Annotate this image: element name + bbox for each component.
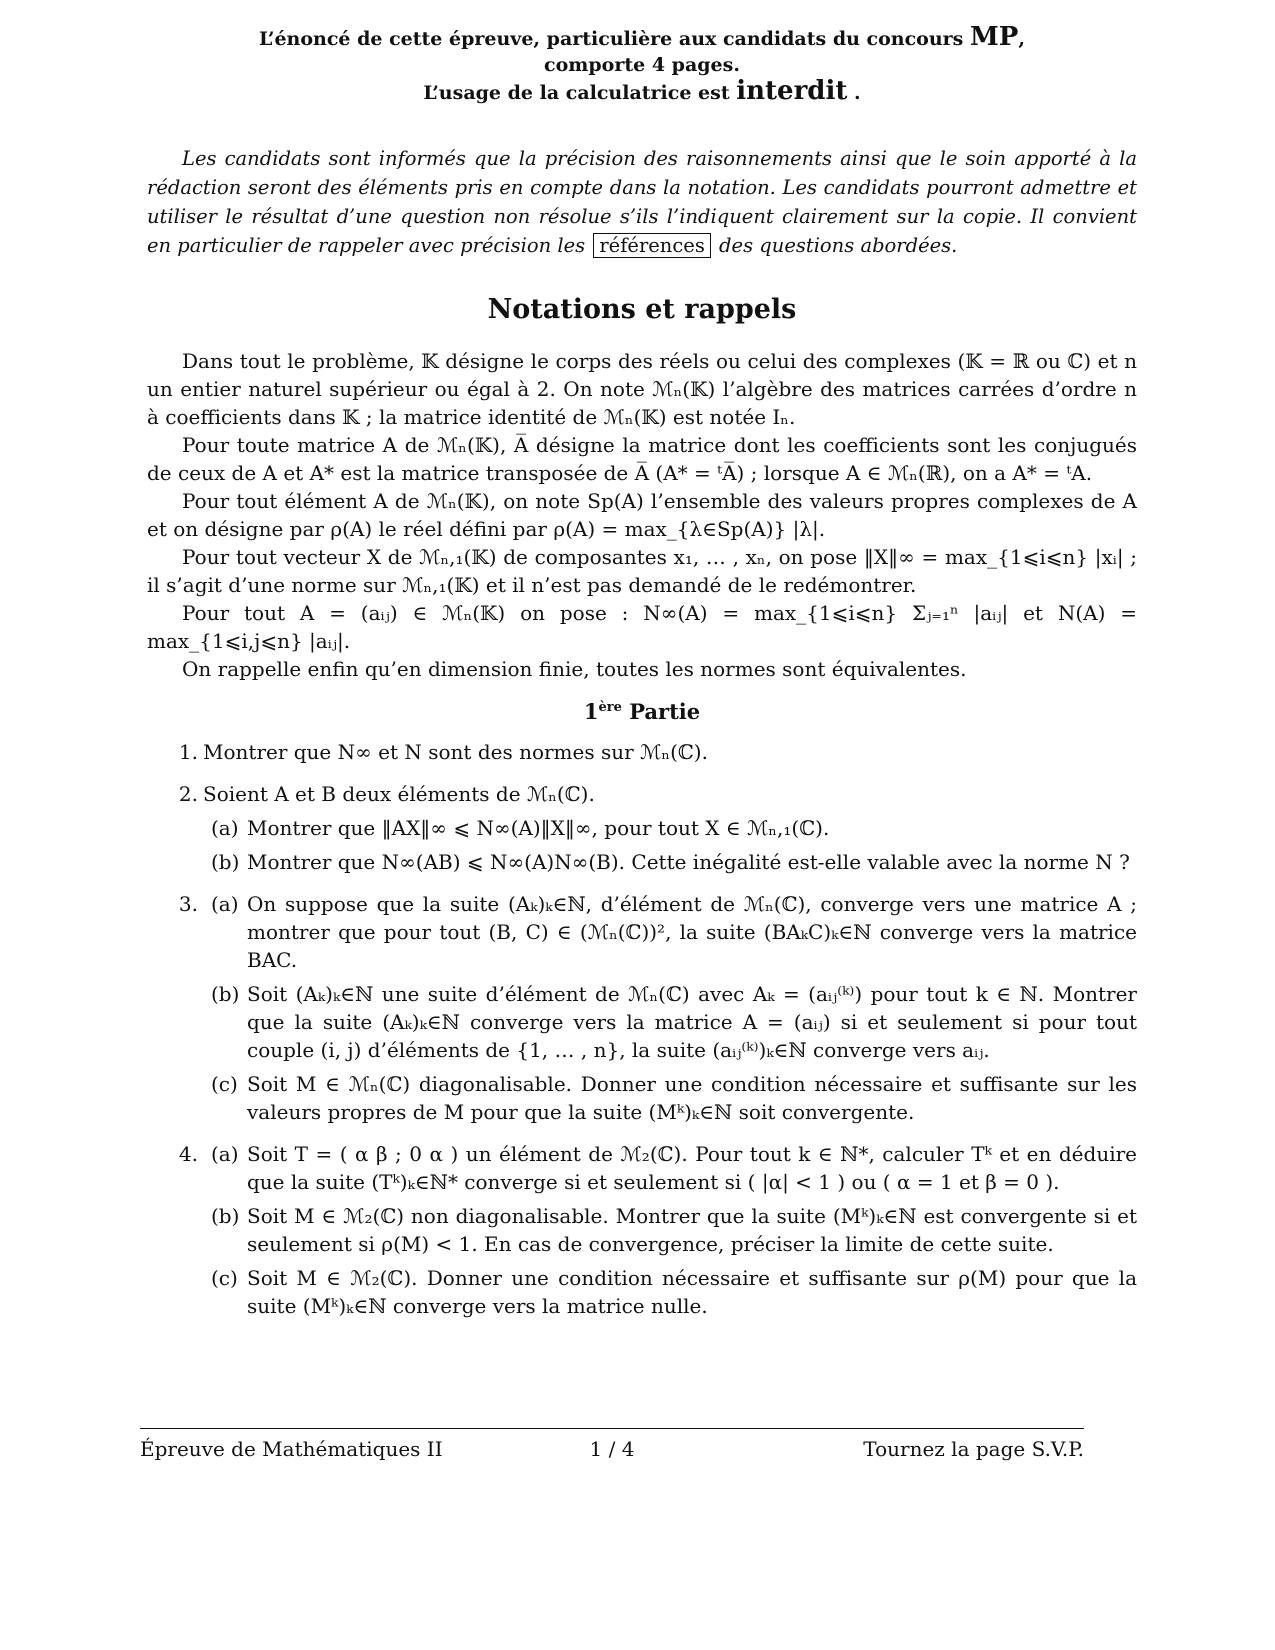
intro-text-after: des questions abordées. [719,234,958,257]
exam-header [147,24,1137,106]
notations-p3: Pour tout élément A de ℳₙ(𝕂), on note Sp(A) l’ensemble des valeurs propres complexes de A et on désigne par ρ(A) le réel défini par ρ(A) = max_{λ∈Sp(A)} |λ|. [147,489,1137,541]
notations-p4: Pour tout vecteur X de ℳₙ,₁(𝕂) de composantes x₁, … , xₙ, on pose ‖X‖∞ = max_{1⩽i⩽n} |xᵢ| ; il s’agit d’une norme sur ℳₙ,₁(𝕂) et il n’est pas demandé de le redémontrer. [147,545,1137,597]
question-2b [147,848,1137,876]
question-number: 3. [178,892,198,916]
notations-title: Notations et rappels [487,294,797,325]
footer-exam-name: Épreuve de Mathématiques II [140,1437,443,1461]
question-3a [147,890,1137,974]
notations-p1: Dans tout le problème, 𝕂 désigne le corps des réels ou celui des complexes (𝕂 = ℝ ou ℂ) et n un entier naturel supérieur ou égal à 2. On note ℳₙ(𝕂) l’algèbre des matrices carrées d’ordre n à coefficients dans 𝕂 ; la matrice identité de ℳₙ(𝕂) est notée Iₙ. [147,349,1137,429]
header-contest: MP [969,22,1019,52]
question-text: Soient A et B deux éléments de ℳₙ(ℂ). [203,782,595,806]
subquestion-text: Montrer que ‖AX‖∞ ⩽ N∞(A)‖X‖∞, pour tout X ∈ ℳₙ,₁(ℂ). [247,816,830,840]
question-4a [147,1140,1137,1196]
header-line-2: comporte 4 pages. [544,54,740,76]
header-line-3 [147,78,1137,106]
notations-p6: On rappelle enfin qu’en dimension finie, toutes les normes sont équivalentes. [182,657,967,681]
page-footer [140,1428,1084,1461]
subquestion-text: Soit (Aₖ)ₖ∈ℕ une suite d’élément de ℳₙ(ℂ) avec Aₖ = (aᵢⱼ⁽ᵏ⁾) pour tout k ∈ ℕ. Montrer que la suite (Aₖ)ₖ∈ℕ converge vers la matrice A = (aᵢⱼ) si et seulement si pour tout couple (i, j) d’éléments de {1, … , n}, la suite (aᵢⱼ⁽ᵏ⁾)ₖ∈ℕ converge vers aᵢⱼ. [247,982,1137,1062]
part-number: 1 [583,699,599,724]
subquestion-text: Soit M ∈ ℳ₂(ℂ) non diagonalisable. Montrer que la suite (Mᵏ)ₖ∈ℕ est convergente si et seulement si ρ(M) < 1. En cas de convergence, préciser la limite de cette suite. [247,1204,1137,1256]
exam-page [147,24,1137,1320]
footer-page-number: 1 / 4 [589,1437,635,1461]
question-3c [147,1070,1137,1126]
notations-p2: Pour toute matrice A de ℳₙ(𝕂), A̅ désigne la matrice dont les coefficients sont les conjugués de ceux de A et A* est la matrice transposée de A̅ (A* = ᵗA̅) ; lorsque A ∈ ℳₙ(ℝ), on a A* = ᵗA. [147,433,1137,485]
subquestion-text: Montrer que N∞(AB) ⩽ N∞(A)N∞(B). Cette inégalité est-elle valable avec la norme N ? [247,850,1130,874]
footer-turn-page: Tournez la page S.V.P. [863,1437,1084,1461]
subquestion-label: (a) [211,816,239,840]
intro-text-before: Les candidats sont informés que la précision des raisonnements ainsi que le soin apporté à la rédaction seront des éléments pris en compte dans la notation. Les candidats pourront admettre et utiliser le résultat d’une question non résolue s’ils l’indiquent clairement sur la copie. Il convient en particulier de rappeler avec précision les [147,147,1137,257]
subquestion-text: Soit T = ( α β ; 0 α ) un élément de ℳ₂(ℂ). Pour tout k ∈ ℕ*, calculer Tᵏ et en déduire que la suite (Tᵏ)ₖ∈ℕ* converge si et seulement si ( |α| < 1 ) ou ( α = 1 et β = 0 ). [247,1142,1137,1194]
subquestion-label: (c) [211,1266,238,1290]
question-2a [147,814,1137,842]
intro-paragraph [147,144,1137,260]
subquestion-label: (b) [211,982,240,1006]
question-4b [147,1202,1137,1258]
part-label: Partie [629,699,701,724]
subquestion-text: On suppose que la suite (Aₖ)ₖ∈ℕ, d’élément de ℳₙ(ℂ), converge vers une matrice A ; montrer que pour tout (B, C) ∈ (ℳₙ(ℂ))², la suite (BAₖC)ₖ∈ℕ converge vers la matrice BAC. [247,892,1137,972]
question-4c [147,1264,1137,1320]
notations-p5: Pour tout A = (aᵢⱼ) ∈ ℳₙ(𝕂) on pose : N∞(A) = max_{1⩽i⩽n} Σⱼ₌₁ⁿ |aᵢⱼ| et N(A) = max_{1⩽i,j⩽n} |aᵢⱼ|. [147,601,1137,653]
part-title [147,699,1137,724]
header-line1-suffix: , [1018,28,1025,50]
subquestion-label: (a) [211,1142,239,1166]
question-3b [147,980,1137,1064]
intro-boxed-word: références [593,233,711,258]
subquestion-label: (b) [211,850,240,874]
subquestion-text: Soit M ∈ ℳ₂(ℂ). Donner une condition nécessaire et suffisante sur ρ(M) pour que la suite (Mᵏ)ₖ∈ℕ converge vers la matrice nulle. [247,1266,1137,1318]
subquestion-label: (b) [211,1204,240,1228]
header-line3-prefix: L’usage de la calculatrice est [423,82,730,104]
header-line1-prefix: L’énoncé de cette épreuve, particulière aux candidats du concours [259,28,964,50]
question-2 [147,780,1137,808]
part-superscript: ère [598,700,622,715]
question-number: 1. [178,740,198,764]
question-text: Montrer que N∞ et N sont des normes sur ℳₙ(ℂ). [203,740,708,764]
question-number: 2. [178,782,198,806]
header-line-1 [147,24,1137,52]
subquestion-label: (a) [211,892,239,916]
question-number: 4. [178,1142,198,1166]
subquestion-text: Soit M ∈ ℳₙ(ℂ) diagonalisable. Donner une condition nécessaire et suffisante sur les valeurs propres de M pour que la suite (Mᵏ)ₖ∈ℕ soit convergente. [247,1072,1137,1124]
question-1 [147,738,1137,766]
subquestion-label: (c) [211,1072,238,1096]
header-forbidden: interdit [736,76,848,106]
header-line3-suffix: . [853,82,861,104]
